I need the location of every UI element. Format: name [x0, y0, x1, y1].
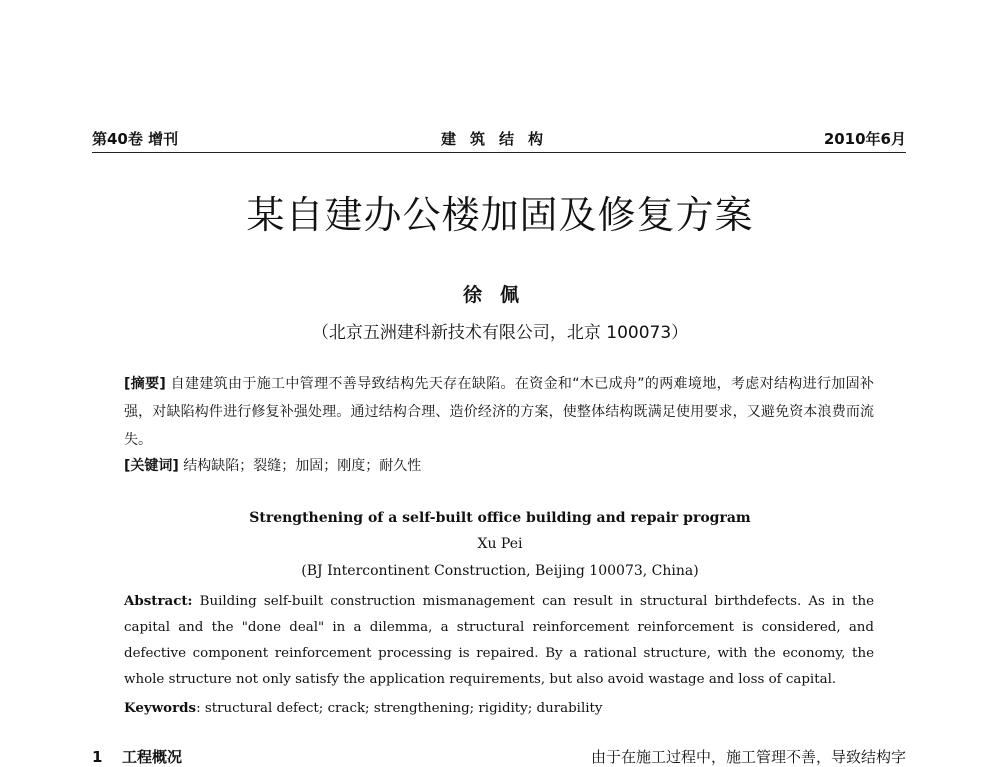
english-author: Xu Pei	[477, 536, 523, 552]
publication-date: 2010年6月	[823, 130, 906, 148]
chinese-keywords	[124, 454, 874, 478]
author-affiliation: （北京五洲建科新技术有限公司，北京 100073）	[311, 323, 689, 343]
body-text-snippet: 由于在施工过程中，施工管理不善，导致结构字	[590, 748, 906, 766]
chinese-keywords-label: [关键词]	[124, 458, 179, 474]
english-title: Strengthening of a self-built office building and repair program	[249, 510, 751, 526]
section-number: 1	[92, 748, 103, 766]
english-abstract-label: Abstract:	[124, 593, 193, 609]
chinese-keywords-text: 结构缺陷；裂缝；加固；刚度；耐久性	[178, 458, 422, 474]
volume-issue: 第40卷 增刊	[92, 130, 179, 148]
english-keywords	[124, 697, 874, 720]
journal-name: 建筑结构	[440, 130, 557, 148]
english-keywords-label: Keywords	[124, 700, 197, 716]
section-title: 工程概况	[122, 748, 183, 766]
chinese-abstract	[124, 370, 874, 454]
chinese-abstract-label: [摘要]	[124, 376, 166, 392]
english-abstract	[124, 588, 874, 693]
english-keywords-text: : structural defect; crack; strengthening; rigidity; durability	[196, 701, 603, 716]
author-name: 徐佩	[462, 284, 537, 306]
section-heading	[92, 746, 182, 767]
paper-title: 某自建办公楼加固及修复方案	[246, 193, 754, 237]
english-affiliation: (BJ Intercontinent Construction, Beijing 100073, China)	[301, 563, 699, 579]
chinese-abstract-text: 自建建筑由于施工中管理不善导致结构先天存在缺陷。在资金和“木已成舟”的两难境地，考虑对结构进行加固补强，对缺陷构件进行修复补强处理。通过结构合理、造价经济的方案，使整体结构既满足使用要求，又避免资本浪费而流失。	[124, 376, 875, 448]
running-header	[92, 128, 906, 153]
english-abstract-text: Building self-built construction mismanagement can result in structural birthdefects. As in the capital and the "done deal" in a dilemma, a structural reinforcement reinforcement is considered, and defective component reinforcement processing is repaired. By a rational structure, with the economy, the whole structure not only satisfy the application requirements, but also avoid wastage and loss of capital.	[124, 594, 874, 687]
